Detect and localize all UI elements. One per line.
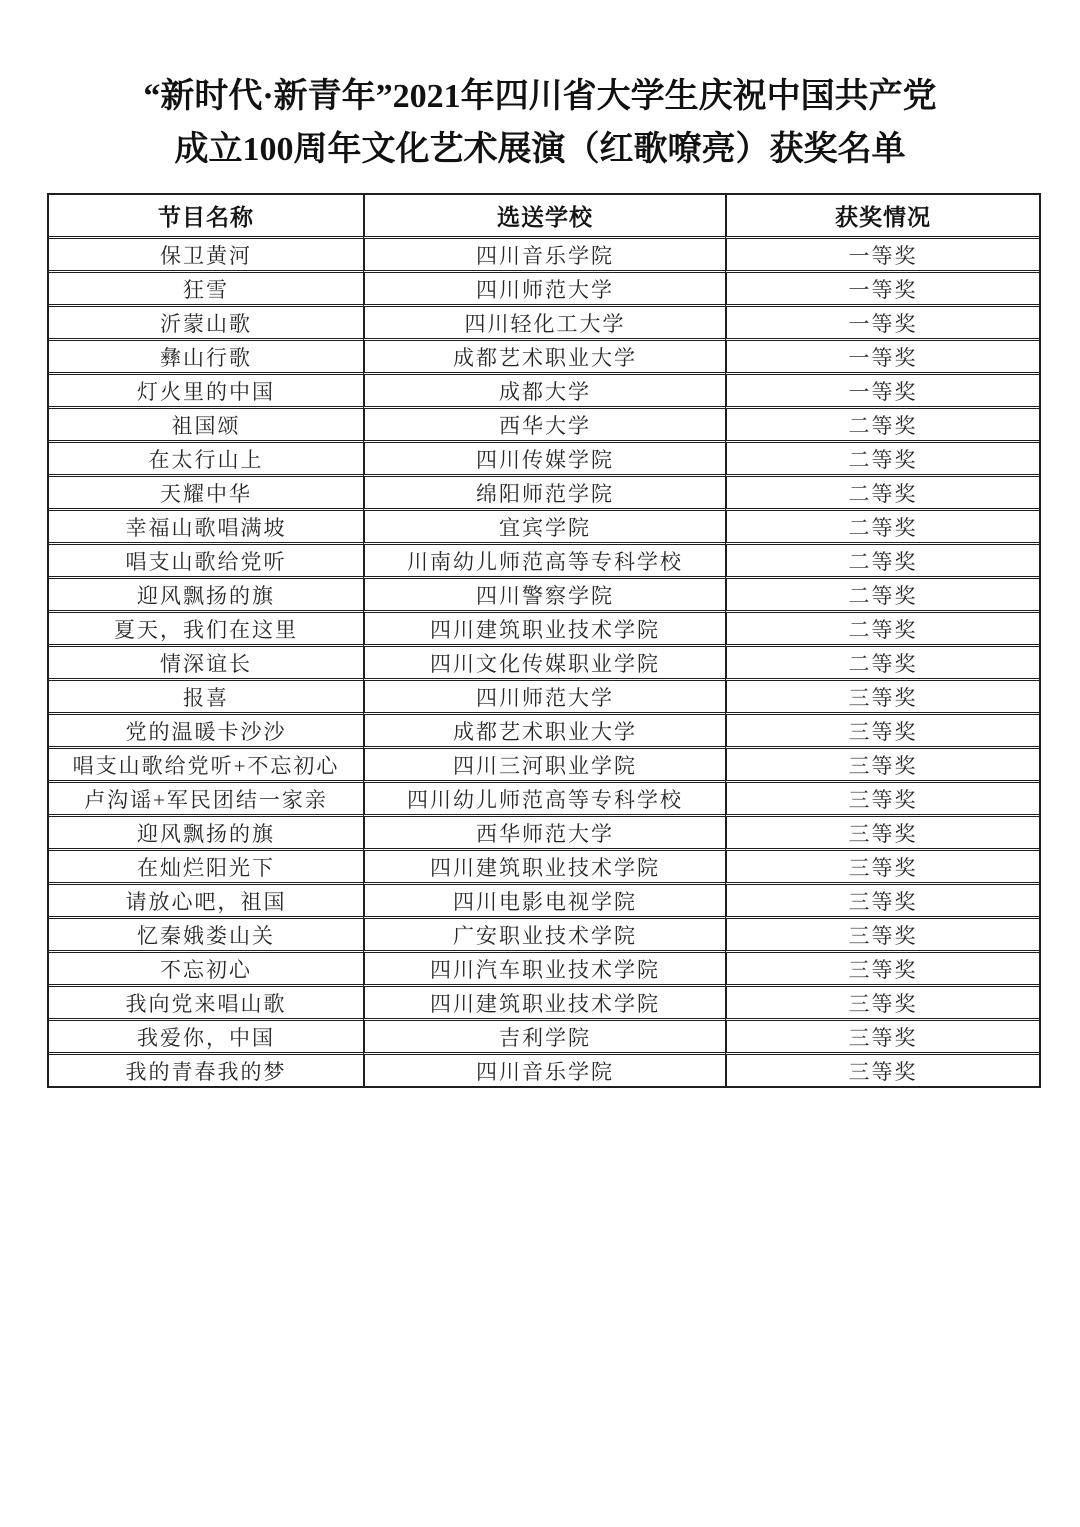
award-cell: 三等奖 (725, 817, 1039, 851)
program-name-cell: 我爱你，中国 (49, 1021, 363, 1055)
program-name-cell: 沂蒙山歌 (49, 307, 363, 341)
award-cell: 二等奖 (725, 647, 1039, 681)
school-cell: 四川建筑职业技术学院 (363, 987, 725, 1021)
program-name-cell: 幸福山歌唱满坡 (49, 511, 363, 545)
school-cell: 四川音乐学院 (363, 1055, 725, 1086)
award-cell: 二等奖 (725, 579, 1039, 613)
school-cell: 四川警察学院 (363, 579, 725, 613)
table-row (49, 987, 1039, 1021)
table-row (49, 885, 1039, 919)
school-cell: 四川幼儿师范高等专科学校 (363, 783, 725, 817)
table-row (49, 239, 1039, 273)
program-name-cell: 忆秦娥娄山关 (49, 919, 363, 953)
program-name-cell: 党的温暖卡沙沙 (49, 715, 363, 749)
table-row (49, 409, 1039, 443)
program-name-cell: 情深谊长 (49, 647, 363, 681)
table-row (49, 443, 1039, 477)
header-award: 获奖情况 (725, 195, 1039, 239)
page-title-line-2: 成立100周年文化艺术展演（红歌嘹亮）获奖名单 (174, 131, 906, 168)
school-cell: 绵阳师范学院 (363, 477, 725, 511)
school-cell: 四川建筑职业技术学院 (363, 613, 725, 647)
table-row (49, 341, 1039, 375)
program-name-cell: 唱支山歌给党听 (49, 545, 363, 579)
award-cell: 三等奖 (725, 987, 1039, 1021)
awards-table-body (49, 239, 1039, 1086)
table-row (49, 613, 1039, 647)
school-cell: 吉利学院 (363, 1021, 725, 1055)
award-cell: 三等奖 (725, 681, 1039, 715)
table-row (49, 545, 1039, 579)
school-cell: 四川传媒学院 (363, 443, 725, 477)
program-name-cell: 彝山行歌 (49, 341, 363, 375)
award-cell: 三等奖 (725, 783, 1039, 817)
table-row (49, 477, 1039, 511)
school-cell: 川南幼儿师范高等专科学校 (363, 545, 725, 579)
award-cell: 一等奖 (725, 273, 1039, 307)
table-row (49, 579, 1039, 613)
award-cell: 三等奖 (725, 1055, 1039, 1086)
award-cell: 一等奖 (725, 375, 1039, 409)
school-cell: 四川音乐学院 (363, 239, 725, 273)
table-row (49, 919, 1039, 953)
program-name-cell: 灯火里的中国 (49, 375, 363, 409)
program-name-cell: 迎风飘扬的旗 (49, 817, 363, 851)
program-name-cell: 报喜 (49, 681, 363, 715)
table-row (49, 273, 1039, 307)
award-cell: 二等奖 (725, 409, 1039, 443)
school-cell: 四川轻化工大学 (363, 307, 725, 341)
table-row (49, 307, 1039, 341)
award-cell: 三等奖 (725, 885, 1039, 919)
program-name-cell: 天耀中华 (49, 477, 363, 511)
program-name-cell: 我的青春我的梦 (125, 1059, 287, 1084)
award-cell: 三等奖 (725, 851, 1039, 885)
table-row (49, 953, 1039, 987)
table-row (49, 375, 1039, 409)
school-cell: 广安职业技术学院 (363, 919, 725, 953)
school-cell: 四川汽车职业技术学院 (363, 953, 725, 987)
school-cell: 宜宾学院 (363, 511, 725, 545)
school-cell: 成都艺术职业大学 (363, 715, 725, 749)
award-cell: 三等奖 (725, 715, 1039, 749)
program-name-cell: 在灿烂阳光下 (49, 851, 363, 885)
award-cell: 三等奖 (725, 953, 1039, 987)
table-row (49, 851, 1039, 885)
table-row (49, 817, 1039, 851)
award-cell: 三等奖 (725, 1021, 1039, 1055)
program-name-cell: 我向党来唱山歌 (49, 987, 363, 1021)
program-name-cell: 迎风飘扬的旗 (49, 579, 363, 613)
program-name-cell: 唱支山歌给党听+不忘初心 (49, 749, 363, 783)
table-row (49, 1055, 1039, 1086)
table-header-row (49, 195, 1039, 239)
table-row (49, 511, 1039, 545)
school-cell: 四川文化传媒职业学院 (363, 647, 725, 681)
table-row (49, 681, 1039, 715)
program-name-cell: 在太行山上 (49, 443, 363, 477)
award-cell: 三等奖 (725, 919, 1039, 953)
program-name-cell: 保卫黄河 (49, 239, 363, 273)
header-program-name: 节目名称 (49, 195, 363, 239)
award-cell: 二等奖 (725, 545, 1039, 579)
program-name-cell: 不忘初心 (49, 953, 363, 987)
school-cell: 四川师范大学 (363, 681, 725, 715)
table-row (49, 783, 1039, 817)
program-name-cell: 卢沟谣+军民团结一家亲 (49, 783, 363, 817)
school-cell: 四川电影电视学院 (363, 885, 725, 919)
table-row (49, 749, 1039, 783)
header-school: 选送学校 (363, 195, 725, 239)
program-name-cell: 祖国颂 (49, 409, 363, 443)
school-cell: 四川建筑职业技术学院 (363, 851, 725, 885)
school-cell: 西华师范大学 (363, 817, 725, 851)
page-title-line-1: “新时代·新青年”2021年四川省大学生庆祝中国共产党 (143, 78, 937, 115)
table-row (49, 647, 1039, 681)
school-cell: 成都艺术职业大学 (363, 341, 725, 375)
school-cell: 四川三河职业学院 (363, 749, 725, 783)
program-name-cell: 狂雪 (49, 273, 363, 307)
award-cell: 二等奖 (725, 511, 1039, 545)
award-cell: 二等奖 (725, 477, 1039, 511)
award-cell: 一等奖 (725, 341, 1039, 375)
award-cell: 二等奖 (725, 613, 1039, 647)
award-cell: 三等奖 (725, 749, 1039, 783)
page-title (0, 0, 1080, 176)
school-cell: 成都大学 (363, 375, 725, 409)
table-row (49, 715, 1039, 749)
award-cell: 二等奖 (725, 443, 1039, 477)
award-cell: 一等奖 (725, 307, 1039, 341)
program-name-cell: 夏天，我们在这里 (49, 613, 363, 647)
award-cell: 一等奖 (725, 239, 1039, 273)
school-cell: 四川师范大学 (363, 273, 725, 307)
table-row (49, 1021, 1039, 1055)
school-cell: 西华大学 (363, 409, 725, 443)
awards-table (47, 193, 1041, 1088)
program-name-cell: 请放心吧，祖国 (49, 885, 363, 919)
